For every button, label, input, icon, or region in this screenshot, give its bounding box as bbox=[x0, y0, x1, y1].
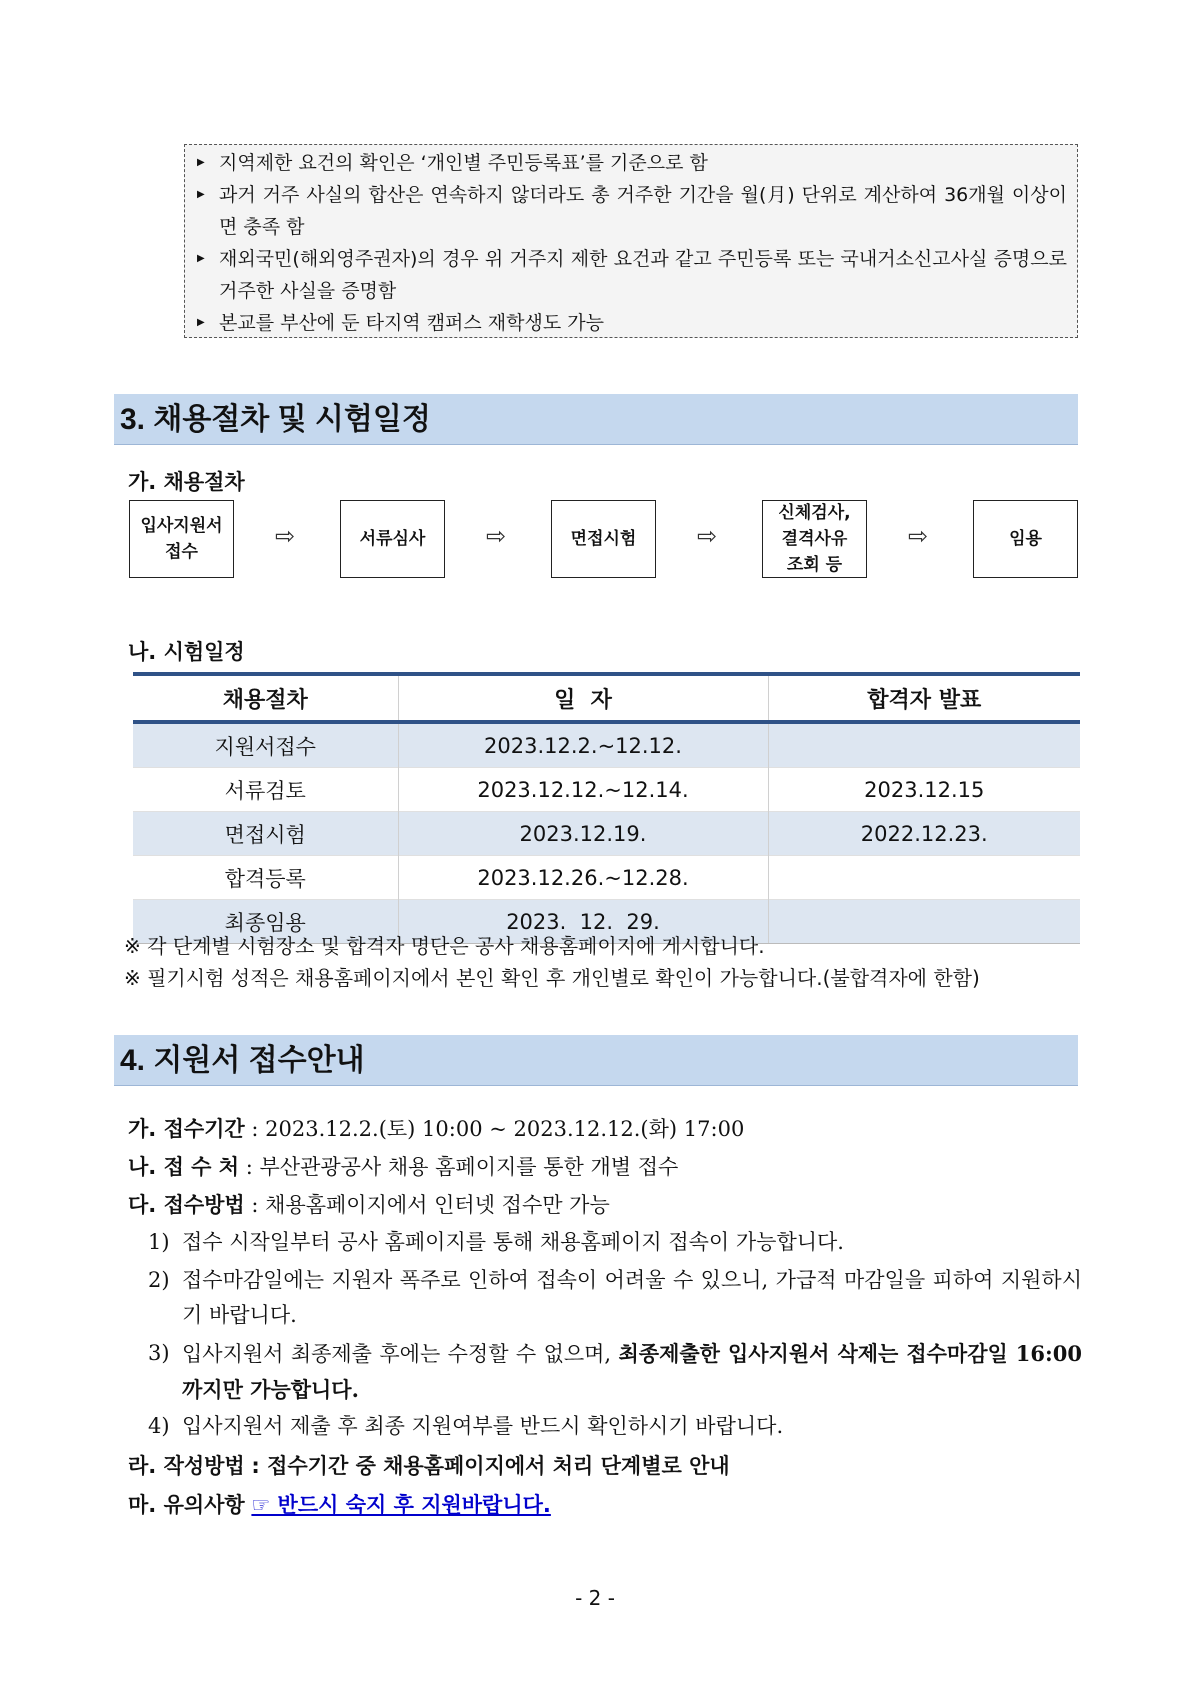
place-value: : 부산관광공사 채용 홈페이지를 통한 개별 접수 bbox=[245, 1155, 679, 1179]
table-row bbox=[133, 812, 1080, 856]
right-arrow-icon: ⇨ bbox=[697, 522, 718, 550]
method-value: : 채용홈페이지에서 인터넷 접수만 가능 bbox=[251, 1193, 610, 1217]
right-arrow-icon: ⇨ bbox=[275, 522, 296, 550]
table-row bbox=[133, 856, 1080, 900]
place-line bbox=[128, 1151, 678, 1181]
method-line bbox=[128, 1189, 610, 1219]
triangle-bullet-icon: ▶ bbox=[197, 189, 205, 200]
schedule-subheading: 나. 시험일정 bbox=[128, 640, 245, 664]
period-value: : 2023.12.2.(토) 10:00 ~ 2023.12.12.(화) 17:00 bbox=[251, 1117, 745, 1141]
triangle-bullet-icon: ▶ bbox=[197, 157, 205, 168]
right-arrow-icon: ⇨ bbox=[908, 522, 929, 550]
triangle-bullet-icon: ▶ bbox=[197, 317, 205, 328]
period-line bbox=[128, 1113, 744, 1143]
cell-date: 2023.12.2.~12.12. bbox=[398, 722, 768, 768]
section-4-heading: 4. 지원서 접수안내 bbox=[114, 1035, 1078, 1086]
caution-link[interactable]: ☞ 반드시 숙지 후 지원바랍니다. bbox=[251, 1493, 551, 1517]
cell-date: 2023.12.19. bbox=[398, 812, 768, 856]
cell-announcement bbox=[768, 900, 1080, 944]
eligibility-notes-box bbox=[184, 144, 1078, 338]
method-label: 다. 접수방법 bbox=[128, 1193, 245, 1217]
step-appointment: 임용 bbox=[973, 500, 1078, 578]
table-row bbox=[133, 722, 1080, 768]
step-application: 입사지원서 접수 bbox=[129, 500, 234, 578]
cell-announcement: 2023.12.15 bbox=[768, 768, 1080, 812]
table-row bbox=[133, 768, 1080, 812]
cell-procedure: 최종임용 bbox=[133, 900, 398, 944]
schedule-table bbox=[133, 672, 1080, 944]
write-method-label: 라. 작성방법 bbox=[128, 1454, 245, 1478]
cell-date: 2023.12.26.~12.28. bbox=[398, 856, 768, 900]
cell-announcement: 2022.12.23. bbox=[768, 812, 1080, 856]
method-item: 3) 입사지원서 최종제출 후에는 수정할 수 없으며, 최종제출한 입사지원서 삭제는 접수마감일 16:00까지만 가능합니다. bbox=[148, 1341, 1082, 1402]
note-item: ▶ 본교를 부산에 둔 타지역 캠퍼스 재학생도 가능 bbox=[197, 307, 1067, 339]
period-label: 가. 접수기간 bbox=[128, 1117, 245, 1141]
step-document-review: 서류심사 bbox=[340, 500, 445, 578]
section-3-heading: 3. 채용절차 및 시험일정 bbox=[114, 394, 1078, 445]
right-arrow-icon: ⇨ bbox=[486, 522, 507, 550]
write-method-line bbox=[128, 1450, 730, 1480]
triangle-bullet-icon: ▶ bbox=[197, 253, 205, 264]
write-method-value: : 접수기간 중 채용홈페이지에서 처리 단계별로 안내 bbox=[251, 1454, 730, 1478]
caution-label: 마. 유의사항 bbox=[128, 1493, 245, 1517]
header-procedure: 채용절차 bbox=[133, 674, 398, 722]
place-label: 나. 접 수 처 bbox=[128, 1155, 240, 1179]
page-number: - 2 - bbox=[575, 1586, 615, 1610]
deletion-deadline-notice: 최종제출한 입사지원서 삭제는 접수마감일 16:00까지만 가능합니다. bbox=[182, 1341, 1082, 1402]
caution-line bbox=[128, 1489, 551, 1519]
cell-date: 2023.12.12.~12.14. bbox=[398, 768, 768, 812]
footnote: ※ 각 단계별 시험장소 및 합격자 명단은 공사 채용홈페이지에 게시합니다. bbox=[124, 934, 765, 958]
note-item: ▶ 지역제한 요건의 확인은 ‘개인별 주민등록표’를 기준으로 함 bbox=[197, 147, 1067, 179]
header-date: 일 자 bbox=[398, 674, 768, 722]
cell-procedure: 면접시험 bbox=[133, 812, 398, 856]
method-item: 2) 접수마감일에는 지원자 폭주로 인하여 접속이 어려울 수 있으니, 가급적 마감일을 피하여 지원하시기 바랍니다. bbox=[148, 1268, 1082, 1327]
cell-procedure: 서류검토 bbox=[133, 768, 398, 812]
cell-date: 2023. 12. 29. bbox=[398, 900, 768, 944]
cell-procedure: 지원서접수 bbox=[133, 722, 398, 768]
header-announcement: 합격자 발표 bbox=[768, 674, 1080, 722]
note-item: ▶ 재외국민(해외영주권자)의 경우 위 거주지 제한 요건과 같고 주민등록 또는 국내거소신고사실 증명으로 거주한 사실을 증명함 bbox=[197, 243, 1067, 307]
cell-announcement bbox=[768, 722, 1080, 768]
method-item: 4) 입사지원서 제출 후 최종 지원여부를 반드시 확인하시기 바랍니다. bbox=[148, 1414, 784, 1438]
footnote: ※ 필기시험 성적은 채용홈페이지에서 본인 확인 후 개인별로 확인이 가능합니다.(불합격자에 한함) bbox=[124, 966, 980, 990]
step-interview: 면접시험 bbox=[551, 500, 656, 578]
step-physical-exam: 신체검사, 결격사유 조회 등 bbox=[762, 500, 867, 578]
cell-announcement bbox=[768, 856, 1080, 900]
method-item: 1) 접수 시작일부터 공사 홈페이지를 통해 채용홈페이지 접속이 가능합니다. bbox=[148, 1230, 844, 1254]
procedure-subheading: 가. 채용절차 bbox=[128, 470, 245, 494]
table-header-row bbox=[133, 674, 1080, 722]
note-item: ▶ 과거 거주 사실의 합산은 연속하지 않더라도 총 거주한 기간을 월(月) 단위로 계산하여 36개월 이상이면 충족 함 bbox=[197, 179, 1067, 243]
cell-procedure: 합격등록 bbox=[133, 856, 398, 900]
